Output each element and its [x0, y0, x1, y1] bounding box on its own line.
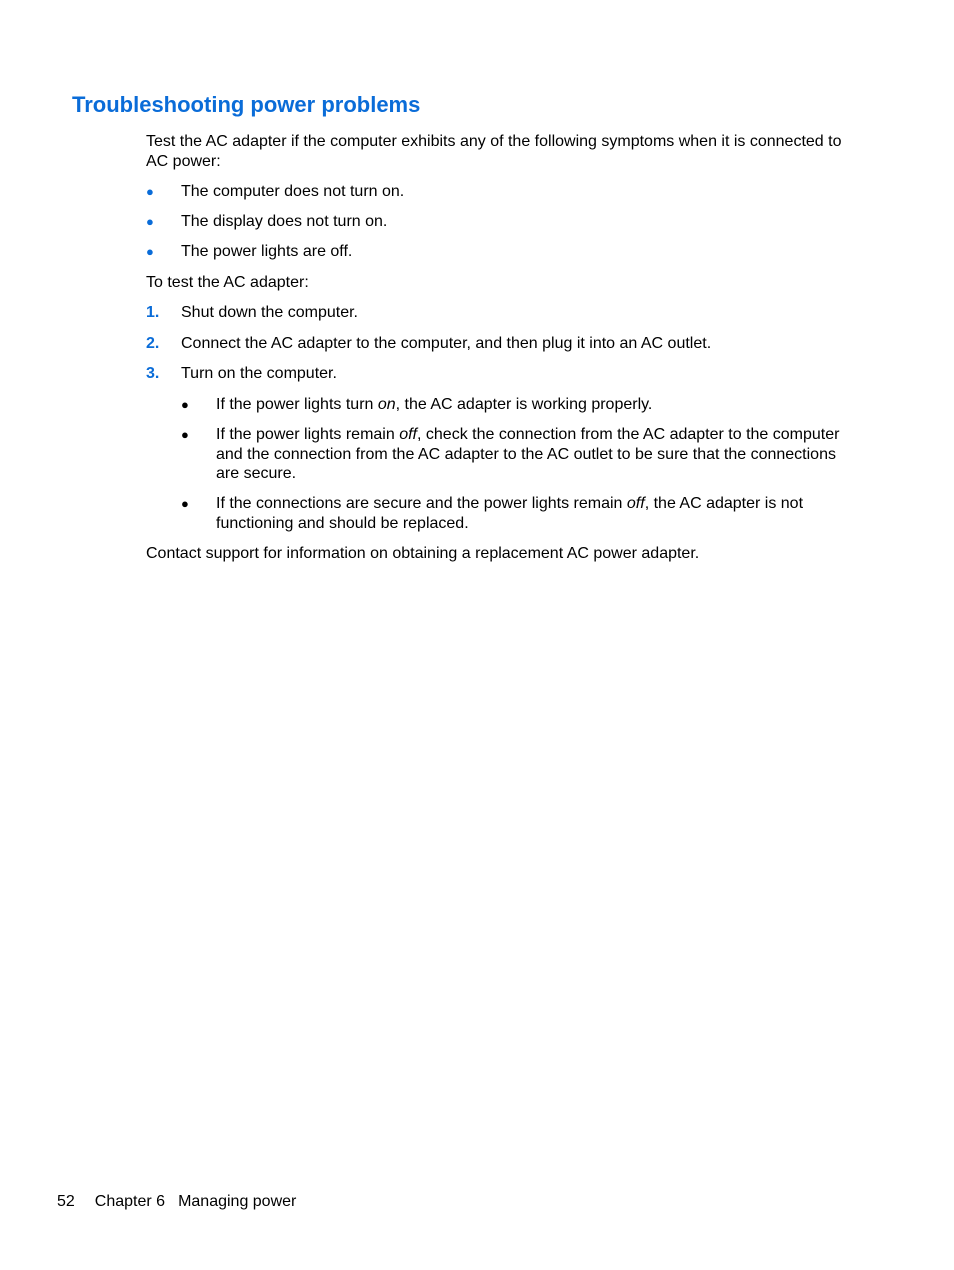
step-number: 1. — [146, 304, 160, 321]
bullet-icon: ● — [181, 397, 189, 412]
step-number: 3. — [146, 365, 160, 382]
result-text — [216, 425, 846, 484]
bullet-icon: ● — [181, 496, 189, 511]
symptom-text: The display does not turn on. — [181, 213, 388, 230]
page-number: 52 — [57, 1193, 75, 1210]
test-intro: To test the AC adapter: — [146, 274, 309, 291]
step-number: 2. — [146, 335, 160, 352]
step-text: Turn on the computer. — [181, 365, 337, 382]
step-text: Connect the AC adapter to the computer, and then plug it into an AC outlet. — [181, 335, 712, 352]
result-emphasis: on — [377, 396, 396, 413]
bullet-icon: ● — [146, 214, 154, 229]
bullet-icon: ● — [146, 184, 154, 199]
closing-paragraph: Contact support for information on obtaining a replacement AC power adapter. — [146, 545, 700, 562]
intro-paragraph: Test the AC adapter if the computer exhibits any of the following symptoms when it is connected to AC power: — [146, 133, 842, 170]
footer-chapter: Chapter 6 — [94, 1193, 166, 1210]
footer-section: Managing power — [178, 1193, 297, 1210]
page-title: Troubleshooting power problems — [72, 92, 421, 117]
result-text-part: If the power lights remain — [216, 426, 400, 443]
result-text — [216, 494, 846, 533]
result-text — [216, 395, 846, 415]
symptom-text: The power lights are off. — [181, 243, 353, 260]
step-text: Shut down the computer. — [181, 304, 358, 321]
symptom-text: The computer does not turn on. — [181, 183, 405, 200]
page-footer — [57, 1192, 296, 1212]
result-text-part: If the power lights turn — [216, 396, 378, 413]
bullet-icon: ● — [146, 244, 154, 259]
result-text-part: , the AC adapter is not functioning and should be replaced. — [216, 495, 804, 532]
result-text-part: , the AC adapter is working properly. — [395, 396, 653, 413]
result-emphasis: off — [626, 495, 645, 512]
result-text-part: If the connections are secure and the power lights remain — [216, 495, 627, 512]
result-emphasis: off — [399, 426, 417, 443]
bullet-icon: ● — [181, 427, 189, 442]
result-text-part: , check the connection from the AC adapter to the computer and the connection from the AC adapter to the AC outlet to be sure that the connections are secure. — [216, 426, 840, 482]
